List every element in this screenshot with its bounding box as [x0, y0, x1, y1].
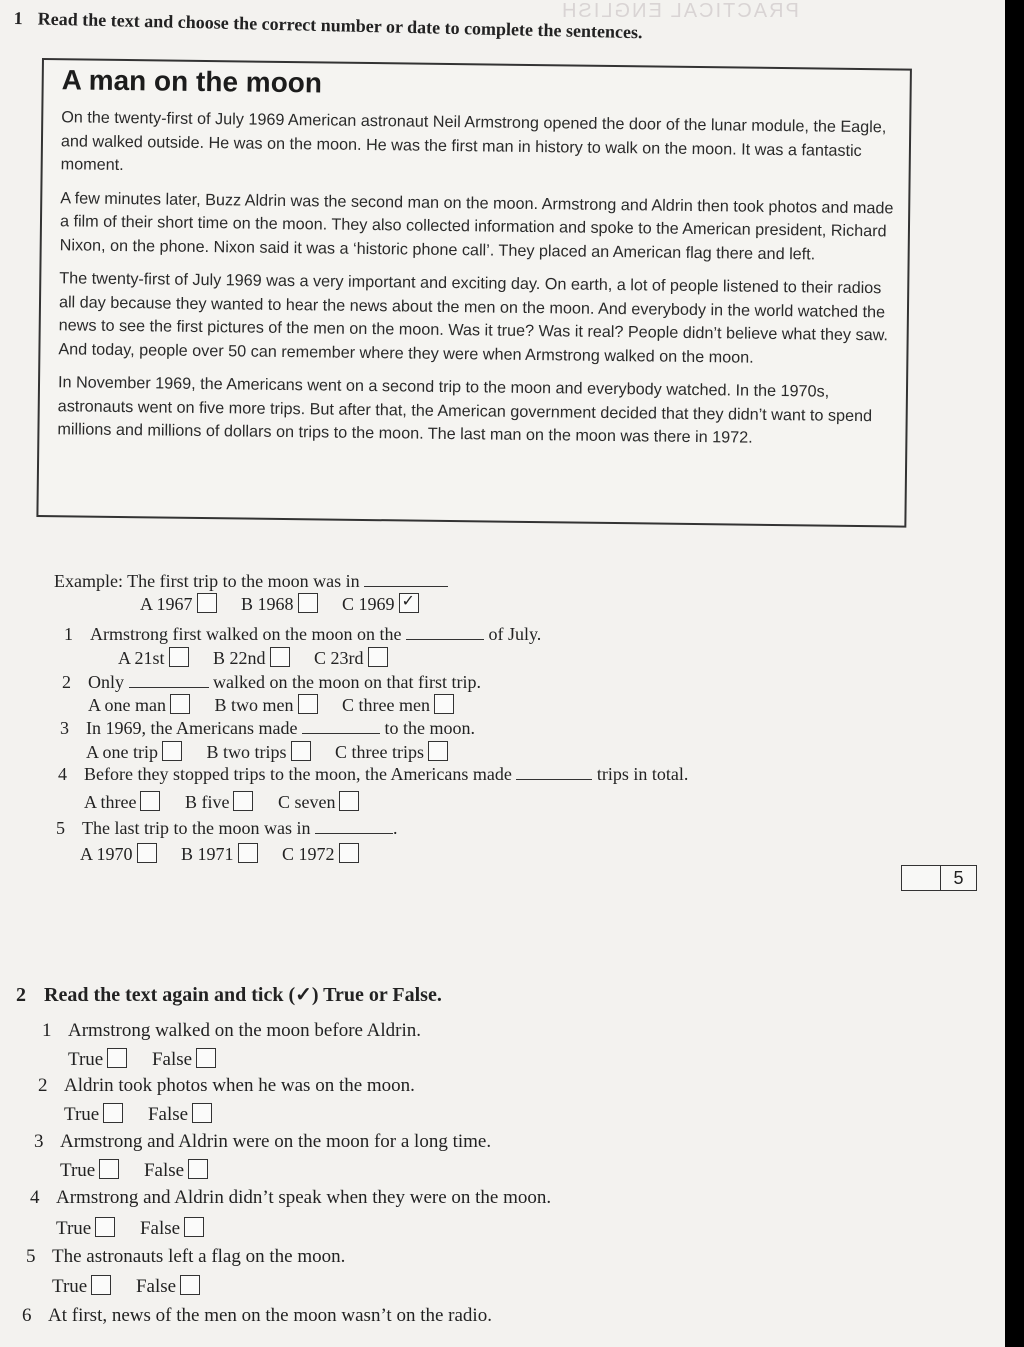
instruction-text: Read the text again and tick (✓) True or False.	[44, 984, 442, 1006]
option-checkbox[interactable]	[170, 694, 190, 714]
option: A one trip	[86, 741, 182, 763]
instruction-text: Read the text and choose the correct number or date to complete the sentences.	[37, 8, 643, 43]
true-checkbox[interactable]	[99, 1159, 119, 1179]
option: B 22nd	[213, 647, 290, 669]
option-checkbox[interactable]	[238, 843, 258, 863]
false-checkbox[interactable]	[196, 1048, 216, 1068]
paragraph: A few minutes later, Buzz Aldrin was the second man on the moon. Armstrong and Aldrin then took photos and made a film of their short time on the moon. They also collected information and spoke to the American president, Richard Nixon, on the phone. Nixon said it was a ‘historic phone call’. They placed an American flag there and left.	[59, 188, 894, 263]
tf-question-4: 4 Armstrong and Aldrin didn’t speak when they were on the moon.	[30, 1187, 552, 1208]
question-2-options	[88, 694, 474, 716]
option: B two men	[215, 694, 318, 716]
true-checkbox[interactable]	[91, 1275, 111, 1295]
option-checkbox[interactable]	[169, 647, 189, 667]
option-checkbox[interactable]	[197, 593, 217, 613]
false-checkbox[interactable]	[184, 1217, 204, 1237]
paragraph: In November 1969, the Americans went on a second trip to the moon and everybody watched. In the 1970s, astronauts went on five more trips. But after that, the American government decided that they didn’t want to spend millions and millions of dollars on trips to the moon. The last man on the moon was there in 1972.	[57, 373, 873, 447]
option-false: False	[140, 1217, 204, 1240]
option-checkbox[interactable]	[428, 741, 448, 761]
tf-options-1	[68, 1048, 236, 1071]
exercise-number: 1	[13, 8, 23, 29]
example-stem: Example: The first trip to the moon was in	[54, 571, 448, 592]
option-checkbox[interactable]	[162, 741, 182, 761]
reading-title: A man on the moon	[61, 64, 323, 99]
score-max: 5	[953, 868, 964, 888]
false-checkbox[interactable]	[192, 1103, 212, 1123]
option-true: True	[64, 1103, 123, 1126]
option: B 1968	[241, 593, 318, 615]
question-1: 1 Armstrong first walked on the moon on the of July.	[64, 624, 542, 644]
question-5-options	[80, 843, 379, 865]
answer-blank[interactable]	[315, 833, 393, 834]
answer-blank[interactable]	[406, 639, 484, 640]
tf-options-2	[64, 1103, 232, 1126]
option-true: True	[56, 1217, 115, 1240]
option-checkbox[interactable]	[233, 791, 253, 811]
true-checkbox[interactable]	[107, 1048, 127, 1068]
option-checkbox[interactable]	[298, 593, 318, 613]
option-checkbox[interactable]	[291, 741, 311, 761]
option: A one man	[88, 694, 190, 716]
option-true: True	[60, 1159, 119, 1182]
tf-question-1: 1 Armstrong walked on the moon before Aldrin.	[42, 1020, 422, 1041]
answer-blank[interactable]	[302, 733, 380, 734]
tf-question-2: 2 Aldrin took photos when he was on the moon.	[38, 1075, 415, 1096]
option-false: False	[148, 1103, 212, 1126]
false-checkbox[interactable]	[188, 1159, 208, 1179]
option: C three trips	[335, 741, 448, 763]
exercise-2-instruction	[16, 982, 442, 1007]
exercise-1-instruction	[14, 8, 643, 43]
question-1-options	[118, 647, 408, 669]
option-false: False	[136, 1275, 200, 1298]
true-checkbox[interactable]	[95, 1217, 115, 1237]
tf-options-3	[60, 1159, 228, 1182]
option-checkbox-checked[interactable]	[399, 593, 419, 613]
reading-text-box	[36, 58, 912, 528]
option: C 1972	[282, 843, 359, 865]
score-input[interactable]	[902, 866, 941, 890]
question-4: 4 Before they stopped trips to the moon, the Americans made trips in total.	[58, 764, 689, 784]
option-checkbox[interactable]	[339, 843, 359, 863]
paragraph: On the twenty-first of July 1969 American astronaut Neil Armstrong opened the door of the lunar module, the Eagle, and walked outside. He was on the moon. He was the first man in history to walk on the moon. It was a fantastic moment.	[60, 108, 887, 175]
question-4-options	[84, 791, 379, 813]
question-3-options	[86, 741, 468, 763]
option: A three	[84, 791, 160, 813]
option-false: False	[152, 1048, 216, 1071]
option-checkbox[interactable]	[434, 694, 454, 714]
false-checkbox[interactable]	[180, 1275, 200, 1295]
question-3: 3 In 1969, the Americans made to the moon.	[60, 718, 475, 738]
option: A 1970	[80, 843, 157, 865]
option-checkbox[interactable]	[140, 791, 160, 811]
option: B 1971	[181, 843, 258, 865]
tf-question-6: 6 At first, news of the men on the moon wasn’t on the radio.	[22, 1305, 492, 1326]
option: C seven	[278, 791, 360, 813]
tf-question-5: 5 The astronauts left a flag on the moon.	[26, 1246, 346, 1267]
option: A 1967	[140, 593, 217, 615]
question-2: 2 Only walked on the moon on that first trip.	[62, 672, 481, 692]
tf-options-4	[56, 1217, 224, 1240]
option: C 1969✓	[342, 593, 419, 615]
option: C three men	[342, 694, 454, 716]
tf-options-5	[52, 1275, 220, 1298]
question-5: 5 The last trip to the moon was in .	[56, 818, 398, 838]
option-true: True	[68, 1048, 127, 1071]
option-true: True	[52, 1275, 111, 1298]
option-checkbox[interactable]	[137, 843, 157, 863]
option-checkbox[interactable]	[339, 791, 359, 811]
answer-blank[interactable]	[364, 586, 448, 587]
option-false: False	[144, 1159, 208, 1182]
true-checkbox[interactable]	[103, 1103, 123, 1123]
option: C 23rd	[314, 647, 388, 669]
option-checkbox[interactable]	[270, 647, 290, 667]
score-box	[901, 865, 977, 891]
option: A 21st	[118, 647, 189, 669]
answer-blank[interactable]	[129, 687, 209, 688]
watermark-text: PRACTICAL ENGLISH	[560, 0, 799, 22]
answer-blank[interactable]	[516, 779, 592, 780]
tf-question-3: 3 Armstrong and Aldrin were on the moon for a long time.	[34, 1131, 492, 1152]
option: B two trips	[207, 741, 311, 763]
paragraph: The twenty-first of July 1969 was a very important and exciting day. On earth, a lot of people listened to their radios all day because they wanted to hear the news about the men on the moon. And everybody in the world watched the news to see the first pictures of the men on the moon. Was it true? Was it real? People didn’t believe what they saw. And today, people over 50 can remember where they were when Armstrong walked on the moon.	[58, 269, 889, 367]
exercise-number: 2	[16, 984, 26, 1006]
option-checkbox[interactable]	[298, 694, 318, 714]
option: B five	[185, 791, 254, 813]
example-options	[140, 593, 439, 615]
option-checkbox[interactable]	[368, 647, 388, 667]
